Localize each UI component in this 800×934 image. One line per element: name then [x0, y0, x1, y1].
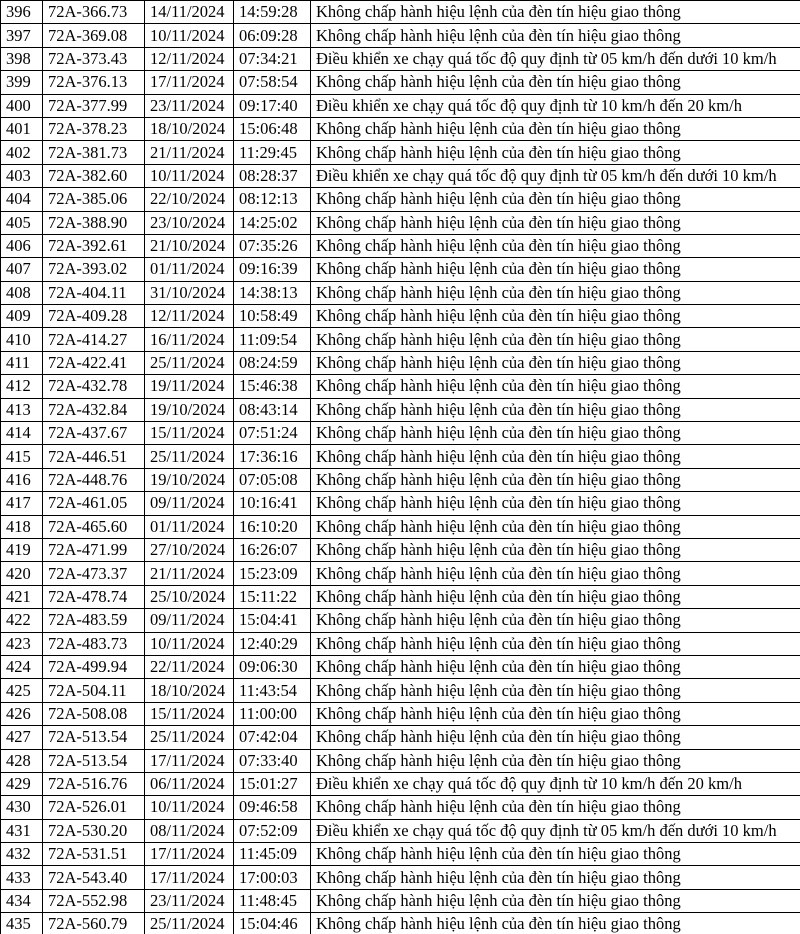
- violation-time-cell: 15:23:09: [234, 562, 311, 585]
- row-number-cell: 434: [1, 889, 43, 912]
- violation-date-cell: 06/11/2024: [145, 772, 234, 795]
- table-row: [1, 94, 800, 117]
- row-number-cell: 418: [1, 515, 43, 538]
- violation-time-cell: 07:51:24: [234, 422, 311, 445]
- violation-description-cell: Không chấp hành hiệu lệnh của đèn tín hiệu giao thông: [311, 305, 800, 328]
- license-plate-cell: 72A-381.73: [43, 141, 145, 164]
- violation-date-cell: 10/11/2024: [145, 164, 234, 187]
- row-number-cell: 432: [1, 843, 43, 866]
- row-number-cell: 410: [1, 328, 43, 351]
- row-number-cell: 408: [1, 281, 43, 304]
- table-row: [1, 141, 800, 164]
- license-plate-cell: 72A-404.11: [43, 281, 145, 304]
- row-number-cell: 421: [1, 585, 43, 608]
- table-row: [1, 749, 800, 772]
- row-number-cell: 414: [1, 422, 43, 445]
- row-number-cell: 428: [1, 749, 43, 772]
- violation-description-cell: Không chấp hành hiệu lệnh của đèn tín hiệu giao thông: [311, 234, 800, 257]
- violation-time-cell: 11:43:54: [234, 679, 311, 702]
- row-number-cell: 399: [1, 71, 43, 94]
- license-plate-cell: 72A-560.79: [43, 913, 145, 934]
- violation-date-cell: 18/10/2024: [145, 117, 234, 140]
- license-plate-cell: 72A-531.51: [43, 843, 145, 866]
- violation-date-cell: 09/11/2024: [145, 609, 234, 632]
- violation-description-cell: Không chấp hành hiệu lệnh của đèn tín hiệu giao thông: [311, 515, 800, 538]
- table-row: [1, 726, 800, 749]
- row-number-cell: 435: [1, 913, 43, 934]
- violation-description-cell: Không chấp hành hiệu lệnh của đèn tín hiệu giao thông: [311, 749, 800, 772]
- license-plate-cell: 72A-483.59: [43, 609, 145, 632]
- row-number-cell: 407: [1, 258, 43, 281]
- license-plate-cell: 72A-385.06: [43, 188, 145, 211]
- violation-date-cell: 21/10/2024: [145, 234, 234, 257]
- violation-date-cell: 21/11/2024: [145, 141, 234, 164]
- row-number-cell: 402: [1, 141, 43, 164]
- license-plate-cell: 72A-465.60: [43, 515, 145, 538]
- license-plate-cell: 72A-382.60: [43, 164, 145, 187]
- violation-time-cell: 15:04:41: [234, 609, 311, 632]
- row-number-cell: 417: [1, 492, 43, 515]
- table-row: [1, 164, 800, 187]
- violation-time-cell: 15:06:48: [234, 117, 311, 140]
- table-row: [1, 609, 800, 632]
- violation-date-cell: 17/11/2024: [145, 749, 234, 772]
- table-row: [1, 796, 800, 819]
- table-row: [1, 351, 800, 374]
- license-plate-cell: 72A-377.99: [43, 94, 145, 117]
- license-plate-cell: 72A-552.98: [43, 889, 145, 912]
- violation-description-cell: Không chấp hành hiệu lệnh của đèn tín hiệu giao thông: [311, 538, 800, 561]
- table-row: [1, 492, 800, 515]
- violation-time-cell: 06:09:28: [234, 24, 311, 47]
- table-row: [1, 188, 800, 211]
- violation-description-cell: Điều khiển xe chạy quá tốc độ quy định từ 05 km/h đến dưới 10 km/h: [311, 164, 800, 187]
- violation-date-cell: 31/10/2024: [145, 281, 234, 304]
- violation-date-cell: 15/11/2024: [145, 702, 234, 725]
- violation-date-cell: 25/11/2024: [145, 726, 234, 749]
- violation-time-cell: 15:04:46: [234, 913, 311, 934]
- violation-date-cell: 10/11/2024: [145, 796, 234, 819]
- violation-description-cell: Không chấp hành hiệu lệnh của đèn tín hiệu giao thông: [311, 188, 800, 211]
- violation-date-cell: 10/11/2024: [145, 632, 234, 655]
- table-row: [1, 24, 800, 47]
- violation-description-cell: Không chấp hành hiệu lệnh của đèn tín hiệu giao thông: [311, 655, 800, 678]
- row-number-cell: 416: [1, 468, 43, 491]
- violation-date-cell: 17/11/2024: [145, 71, 234, 94]
- table-row: [1, 632, 800, 655]
- violation-description-cell: Điều khiển xe chạy quá tốc độ quy định từ 05 km/h đến dưới 10 km/h: [311, 47, 800, 70]
- table-row: [1, 538, 800, 561]
- violation-time-cell: 08:12:13: [234, 188, 311, 211]
- violation-date-cell: 22/10/2024: [145, 188, 234, 211]
- table-row: [1, 889, 800, 912]
- table-row: [1, 398, 800, 421]
- violation-date-cell: 01/11/2024: [145, 258, 234, 281]
- violation-time-cell: 11:00:00: [234, 702, 311, 725]
- violation-date-cell: 27/10/2024: [145, 538, 234, 561]
- violation-description-cell: Không chấp hành hiệu lệnh của đèn tín hiệu giao thông: [311, 398, 800, 421]
- violation-time-cell: 11:48:45: [234, 889, 311, 912]
- violation-time-cell: 14:25:02: [234, 211, 311, 234]
- license-plate-cell: 72A-414.27: [43, 328, 145, 351]
- license-plate-cell: 72A-530.20: [43, 819, 145, 842]
- table-row: [1, 71, 800, 94]
- violation-description-cell: Không chấp hành hiệu lệnh của đèn tín hiệu giao thông: [311, 445, 800, 468]
- violation-time-cell: 09:06:30: [234, 655, 311, 678]
- row-number-cell: 398: [1, 47, 43, 70]
- license-plate-cell: 72A-378.23: [43, 117, 145, 140]
- violation-date-cell: 16/11/2024: [145, 328, 234, 351]
- violation-description-cell: Không chấp hành hiệu lệnh của đèn tín hiệu giao thông: [311, 1, 800, 24]
- violation-date-cell: 19/10/2024: [145, 398, 234, 421]
- violation-date-cell: 23/11/2024: [145, 94, 234, 117]
- table-row: [1, 117, 800, 140]
- violation-time-cell: 07:05:08: [234, 468, 311, 491]
- violation-date-cell: 19/11/2024: [145, 375, 234, 398]
- violation-description-cell: Không chấp hành hiệu lệnh của đèn tín hiệu giao thông: [311, 913, 800, 934]
- row-number-cell: 423: [1, 632, 43, 655]
- row-number-cell: 427: [1, 726, 43, 749]
- row-number-cell: 397: [1, 24, 43, 47]
- violation-description-cell: Không chấp hành hiệu lệnh của đèn tín hiệu giao thông: [311, 117, 800, 140]
- license-plate-cell: 72A-366.73: [43, 1, 145, 24]
- violation-description-cell: Không chấp hành hiệu lệnh của đèn tín hiệu giao thông: [311, 632, 800, 655]
- violation-date-cell: 12/11/2024: [145, 305, 234, 328]
- violation-description-cell: Điều khiển xe chạy quá tốc độ quy định từ 05 km/h đến dưới 10 km/h: [311, 819, 800, 842]
- table-row: [1, 422, 800, 445]
- row-number-cell: 413: [1, 398, 43, 421]
- violation-description-cell: Không chấp hành hiệu lệnh của đèn tín hiệu giao thông: [311, 679, 800, 702]
- violation-time-cell: 09:17:40: [234, 94, 311, 117]
- violation-description-cell: Không chấp hành hiệu lệnh của đèn tín hiệu giao thông: [311, 24, 800, 47]
- violation-time-cell: 14:59:28: [234, 1, 311, 24]
- violation-description-cell: Không chấp hành hiệu lệnh của đèn tín hiệu giao thông: [311, 796, 800, 819]
- violation-description-cell: Không chấp hành hiệu lệnh của đèn tín hiệu giao thông: [311, 866, 800, 889]
- violation-time-cell: 07:35:26: [234, 234, 311, 257]
- row-number-cell: 403: [1, 164, 43, 187]
- violation-time-cell: 17:00:03: [234, 866, 311, 889]
- license-plate-cell: 72A-499.94: [43, 655, 145, 678]
- violation-description-cell: Không chấp hành hiệu lệnh của đèn tín hiệu giao thông: [311, 585, 800, 608]
- violation-time-cell: 12:40:29: [234, 632, 311, 655]
- violation-time-cell: 10:16:41: [234, 492, 311, 515]
- violation-date-cell: 14/11/2024: [145, 1, 234, 24]
- table-row: [1, 655, 800, 678]
- license-plate-cell: 72A-432.84: [43, 398, 145, 421]
- license-plate-cell: 72A-437.67: [43, 422, 145, 445]
- violation-time-cell: 15:01:27: [234, 772, 311, 795]
- violation-time-cell: 07:34:21: [234, 47, 311, 70]
- violation-date-cell: 25/11/2024: [145, 445, 234, 468]
- row-number-cell: 411: [1, 351, 43, 374]
- violation-time-cell: 15:11:22: [234, 585, 311, 608]
- license-plate-cell: 72A-483.73: [43, 632, 145, 655]
- violation-description-cell: Điều khiển xe chạy quá tốc độ quy định từ 10 km/h đến 20 km/h: [311, 94, 800, 117]
- row-number-cell: 425: [1, 679, 43, 702]
- license-plate-cell: 72A-388.90: [43, 211, 145, 234]
- violation-date-cell: 21/11/2024: [145, 562, 234, 585]
- license-plate-cell: 72A-393.02: [43, 258, 145, 281]
- violation-description-cell: Không chấp hành hiệu lệnh của đèn tín hiệu giao thông: [311, 889, 800, 912]
- violation-description-cell: Điều khiển xe chạy quá tốc độ quy định từ 10 km/h đến 20 km/h: [311, 772, 800, 795]
- violation-date-cell: 15/11/2024: [145, 422, 234, 445]
- violation-time-cell: 11:45:09: [234, 843, 311, 866]
- table-row: [1, 843, 800, 866]
- license-plate-cell: 72A-504.11: [43, 679, 145, 702]
- violation-time-cell: 11:09:54: [234, 328, 311, 351]
- table-row: [1, 772, 800, 795]
- violation-date-cell: 23/11/2024: [145, 889, 234, 912]
- license-plate-cell: 72A-369.08: [43, 24, 145, 47]
- violation-description-cell: Không chấp hành hiệu lệnh của đèn tín hiệu giao thông: [311, 328, 800, 351]
- violation-description-cell: Không chấp hành hiệu lệnh của đèn tín hiệu giao thông: [311, 492, 800, 515]
- row-number-cell: 430: [1, 796, 43, 819]
- license-plate-cell: 72A-473.37: [43, 562, 145, 585]
- license-plate-cell: 72A-376.13: [43, 71, 145, 94]
- table-row: [1, 913, 800, 934]
- row-number-cell: 420: [1, 562, 43, 585]
- license-plate-cell: 72A-508.08: [43, 702, 145, 725]
- violation-description-cell: Không chấp hành hiệu lệnh của đèn tín hiệu giao thông: [311, 351, 800, 374]
- table-row: [1, 515, 800, 538]
- table-row: [1, 234, 800, 257]
- license-plate-cell: 72A-516.76: [43, 772, 145, 795]
- violation-time-cell: 15:46:38: [234, 375, 311, 398]
- row-number-cell: 400: [1, 94, 43, 117]
- violation-date-cell: 08/11/2024: [145, 819, 234, 842]
- violation-time-cell: 09:46:58: [234, 796, 311, 819]
- table-row: [1, 819, 800, 842]
- violation-time-cell: 16:26:07: [234, 538, 311, 561]
- violation-date-cell: 25/10/2024: [145, 585, 234, 608]
- row-number-cell: 424: [1, 655, 43, 678]
- row-number-cell: 396: [1, 1, 43, 24]
- violation-date-cell: 17/11/2024: [145, 866, 234, 889]
- violations-table-body: [1, 1, 800, 934]
- violation-time-cell: 07:58:54: [234, 71, 311, 94]
- violation-description-cell: Không chấp hành hiệu lệnh của đèn tín hiệu giao thông: [311, 468, 800, 491]
- violation-date-cell: 23/10/2024: [145, 211, 234, 234]
- violation-time-cell: 08:43:14: [234, 398, 311, 421]
- row-number-cell: 406: [1, 234, 43, 257]
- row-number-cell: 419: [1, 538, 43, 561]
- violation-description-cell: Không chấp hành hiệu lệnh của đèn tín hiệu giao thông: [311, 843, 800, 866]
- row-number-cell: 404: [1, 188, 43, 211]
- license-plate-cell: 72A-409.28: [43, 305, 145, 328]
- violation-description-cell: Không chấp hành hiệu lệnh của đèn tín hiệu giao thông: [311, 211, 800, 234]
- table-row: [1, 702, 800, 725]
- violation-description-cell: Không chấp hành hiệu lệnh của đèn tín hiệu giao thông: [311, 562, 800, 585]
- table-row: [1, 305, 800, 328]
- table-row: [1, 679, 800, 702]
- violation-time-cell: 07:33:40: [234, 749, 311, 772]
- license-plate-cell: 72A-526.01: [43, 796, 145, 819]
- row-number-cell: 409: [1, 305, 43, 328]
- violation-time-cell: 10:58:49: [234, 305, 311, 328]
- violation-description-cell: Không chấp hành hiệu lệnh của đèn tín hiệu giao thông: [311, 726, 800, 749]
- table-row: [1, 281, 800, 304]
- row-number-cell: 429: [1, 772, 43, 795]
- table-row: [1, 258, 800, 281]
- violation-time-cell: 17:36:16: [234, 445, 311, 468]
- violation-time-cell: 07:42:04: [234, 726, 311, 749]
- row-number-cell: 426: [1, 702, 43, 725]
- license-plate-cell: 72A-471.99: [43, 538, 145, 561]
- license-plate-cell: 72A-432.78: [43, 375, 145, 398]
- violation-description-cell: Không chấp hành hiệu lệnh của đèn tín hiệu giao thông: [311, 281, 800, 304]
- license-plate-cell: 72A-422.41: [43, 351, 145, 374]
- row-number-cell: 433: [1, 866, 43, 889]
- row-number-cell: 431: [1, 819, 43, 842]
- violation-time-cell: 11:29:45: [234, 141, 311, 164]
- license-plate-cell: 72A-478.74: [43, 585, 145, 608]
- violation-date-cell: 25/11/2024: [145, 913, 234, 934]
- violation-date-cell: 17/11/2024: [145, 843, 234, 866]
- license-plate-cell: 72A-513.54: [43, 726, 145, 749]
- table-row: [1, 1, 800, 24]
- violation-description-cell: Không chấp hành hiệu lệnh của đèn tín hiệu giao thông: [311, 141, 800, 164]
- license-plate-cell: 72A-446.51: [43, 445, 145, 468]
- violation-date-cell: 09/11/2024: [145, 492, 234, 515]
- license-plate-cell: 72A-513.54: [43, 749, 145, 772]
- row-number-cell: 405: [1, 211, 43, 234]
- table-row: [1, 211, 800, 234]
- table-row: [1, 585, 800, 608]
- violation-date-cell: 10/11/2024: [145, 24, 234, 47]
- table-row: [1, 375, 800, 398]
- violation-time-cell: 08:24:59: [234, 351, 311, 374]
- violation-time-cell: 07:52:09: [234, 819, 311, 842]
- violation-date-cell: 12/11/2024: [145, 47, 234, 70]
- table-row: [1, 468, 800, 491]
- violation-description-cell: Không chấp hành hiệu lệnh của đèn tín hiệu giao thông: [311, 258, 800, 281]
- table-row: [1, 562, 800, 585]
- violation-date-cell: 19/10/2024: [145, 468, 234, 491]
- violation-date-cell: 25/11/2024: [145, 351, 234, 374]
- violation-description-cell: Không chấp hành hiệu lệnh của đèn tín hiệu giao thông: [311, 609, 800, 632]
- row-number-cell: 412: [1, 375, 43, 398]
- table-row: [1, 328, 800, 351]
- violation-time-cell: 14:38:13: [234, 281, 311, 304]
- license-plate-cell: 72A-448.76: [43, 468, 145, 491]
- violation-date-cell: 01/11/2024: [145, 515, 234, 538]
- violation-date-cell: 22/11/2024: [145, 655, 234, 678]
- violation-description-cell: Không chấp hành hiệu lệnh của đèn tín hiệu giao thông: [311, 702, 800, 725]
- violation-time-cell: 16:10:20: [234, 515, 311, 538]
- license-plate-cell: 72A-373.43: [43, 47, 145, 70]
- violation-description-cell: Không chấp hành hiệu lệnh của đèn tín hiệu giao thông: [311, 422, 800, 445]
- table-row: [1, 866, 800, 889]
- violation-description-cell: Không chấp hành hiệu lệnh của đèn tín hiệu giao thông: [311, 71, 800, 94]
- violation-time-cell: 09:16:39: [234, 258, 311, 281]
- license-plate-cell: 72A-392.61: [43, 234, 145, 257]
- violation-description-cell: Không chấp hành hiệu lệnh của đèn tín hiệu giao thông: [311, 375, 800, 398]
- license-plate-cell: 72A-543.40: [43, 866, 145, 889]
- table-row: [1, 47, 800, 70]
- violation-time-cell: 08:28:37: [234, 164, 311, 187]
- row-number-cell: 415: [1, 445, 43, 468]
- license-plate-cell: 72A-461.05: [43, 492, 145, 515]
- violation-date-cell: 18/10/2024: [145, 679, 234, 702]
- row-number-cell: 422: [1, 609, 43, 632]
- table-row: [1, 445, 800, 468]
- row-number-cell: 401: [1, 117, 43, 140]
